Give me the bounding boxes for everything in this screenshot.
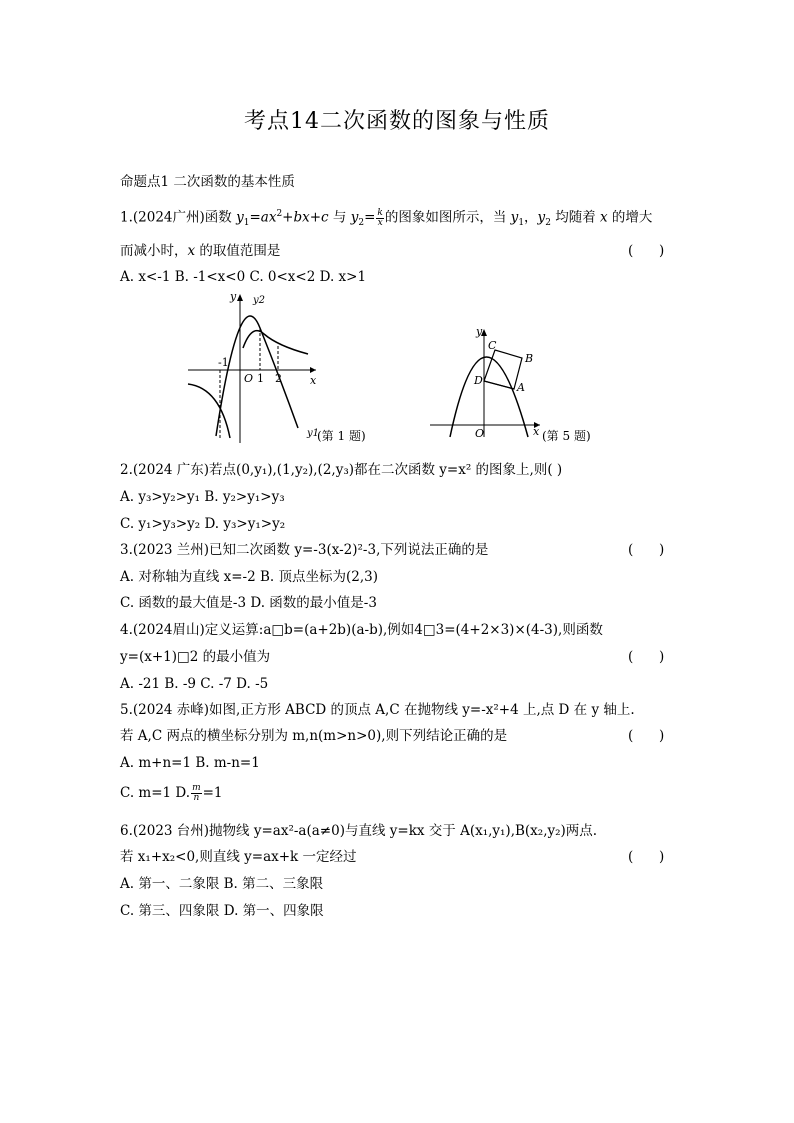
q2-line1: 2.(2024 广东)若点(0,y₁),(1,y₂),(2,y₃)都在二次函数 y=x² 的图象上,则( ) <box>120 462 563 478</box>
fig5-label-B: B <box>525 352 534 365</box>
figure-1 <box>180 288 390 448</box>
q6-options-cd: C. 第三、四象限 D. 第一、四象限 <box>120 903 324 919</box>
fig1-label-origin: O <box>244 372 254 385</box>
q5-options-ab: A. m+n=1 B. m-n=1 <box>120 755 260 771</box>
q5-line1: 5.(2024 赤峰)如图,正方形 ABCD 的顶点 A,C 在抛物线 y=-x²+4 上,点 D 在 y 轴上. <box>120 702 635 718</box>
q2-options-cd: C. y₁>y₃>y₂ D. y₃>y₁>y₂ <box>120 516 286 532</box>
k-over-x-fraction: $\frac{k}{x}$ <box>377 207 383 228</box>
fig5-label-D: D <box>474 374 483 387</box>
q6-options-ab: A. 第一、二象限 B. 第二、三象限 <box>120 876 324 892</box>
fig5-caption: (第 5 题) <box>542 429 591 443</box>
fig1-label-y2: y2 <box>253 295 266 306</box>
fig1-label-x: x <box>310 374 317 387</box>
q4-line1: 4.(2024眉山)定义运算:a□b=(a+2b)(a-b),例如4□3=(4+2×3)×(4-3),则函数 <box>120 622 603 638</box>
fig5-label-origin: O <box>475 427 485 440</box>
fig1-label-y1: y1 <box>307 428 320 439</box>
q6-line2: 若 x₁+x₂<0,则直线 y=ax+k 一定经过 <box>120 849 357 865</box>
q1-line1: 1.(2024广州)函数 $y_1=ax^2+bx+c$ 与 $y_2=$ $\frac{k}{x}$ 的图象如图所示，当 $y_1$，$y_2$ 均随着 x 的增大 <box>120 207 653 229</box>
q1-options: A. x<-1 B. -1<x<0 C. 0<x<2 D. x>1 <box>120 269 367 285</box>
q6-answer-blank: ( ) <box>628 849 665 865</box>
fig5-label-C: C <box>488 339 497 352</box>
fig5-label-y: y <box>476 325 483 338</box>
q1-answer-blank: ( ) <box>628 243 665 259</box>
q5-answer-blank: ( ) <box>628 728 665 744</box>
fig5-label-x: x <box>533 425 540 438</box>
q3-line1: 3.(2023 兰州)已知二次函数 y=-3(x-2)²-3,下列说法正确的是 <box>120 542 489 558</box>
q3-answer-blank: ( ) <box>628 542 665 558</box>
q6-line1: 6.(2023 台州)抛物线 y=ax²-a(a≠0)与直线 y=kx 交于 A(x₁,y₁),B(x₂,y₂)两点. <box>120 823 598 839</box>
q5-line2: 若 A,C 两点的横坐标分别为 m,n(m>n>0),则下列结论正确的是 <box>120 728 508 744</box>
section-heading: 命题点1 二次函数的基本性质 <box>120 174 295 190</box>
fig1-label-y: y <box>230 290 237 303</box>
q3-options-cd: C. 函数的最大值是-3 D. 函数的最小值是-3 <box>120 595 377 611</box>
q2-options-ab: A. y₃>y₂>y₁ B. y₂>y₁>y₃ <box>120 489 285 505</box>
q3-options-ab: A. 对称轴为直线 x=-2 B. 顶点坐标为(2,3) <box>120 569 378 585</box>
figure-5 <box>428 325 618 445</box>
q4-answer-blank: ( ) <box>628 649 665 665</box>
q4-line2: y=(x+1)□2 的最小值为 <box>120 649 271 665</box>
q4-options: A. -21 B. -9 C. -7 D. -5 <box>120 676 269 692</box>
fig5-label-A: A <box>517 381 525 394</box>
m-over-n-fraction: $\frac{m}{n}$ <box>192 783 201 803</box>
fig1-caption: (第 1 题) <box>317 429 366 443</box>
q5-options-cd: C. m=1 D. $\frac{m}{n}$ =1 <box>120 783 223 803</box>
page-title: 考点14二次函数的图象与性质 <box>244 109 550 134</box>
fig1-label-2: 2 <box>275 372 282 385</box>
fig1-label-neg1: -1 <box>218 356 229 369</box>
q1-line2: 而减小时，x 的取值范围是 <box>120 243 281 259</box>
fig1-label-1: 1 <box>257 372 264 385</box>
